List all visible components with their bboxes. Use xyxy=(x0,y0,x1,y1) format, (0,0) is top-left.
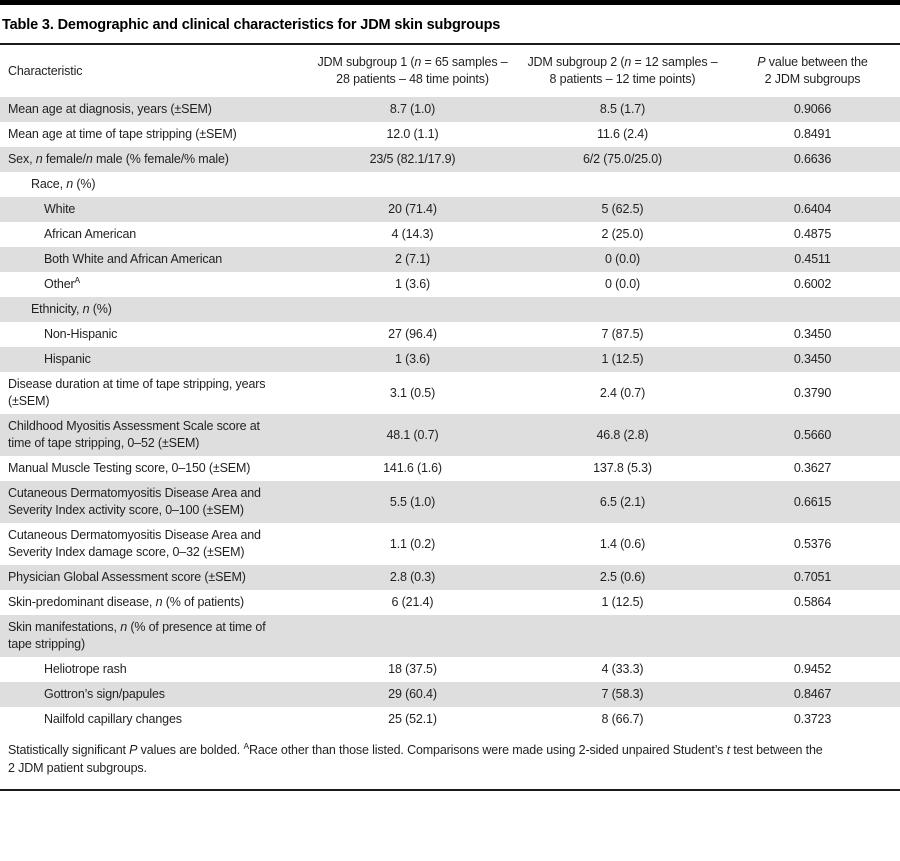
table-body xyxy=(0,97,900,732)
cell-value: 48.1 (0.7) xyxy=(386,427,439,442)
cell-value: 11.6 (2.4) xyxy=(596,127,649,141)
cell-value: 1 (3.6) xyxy=(394,352,431,366)
table-row xyxy=(0,456,900,481)
cell-value: 0 (0.0) xyxy=(604,277,641,291)
column-header-subgroup-2: JDM subgroup 2 (n = 12 samples – 8 patients – 12 time points) xyxy=(527,55,718,86)
bottom-rule xyxy=(0,789,900,791)
cell-value: 1 (12.5) xyxy=(601,352,644,366)
column-header-characteristic: Characteristic xyxy=(8,63,83,78)
cell-value: 1 (3.6) xyxy=(394,277,431,291)
table-row xyxy=(0,414,900,456)
row-label: Heliotrope rash xyxy=(44,662,127,676)
table-row xyxy=(0,122,900,147)
cell-value: 1 (12.5) xyxy=(601,595,644,609)
cell-value: 1.1 (0.2) xyxy=(389,536,436,551)
cell-value: 0.8467 xyxy=(793,687,832,701)
row-label: White xyxy=(44,202,76,216)
cell-value: 2.4 (0.7) xyxy=(599,385,646,400)
cell-value: 8.5 (1.7) xyxy=(599,102,646,116)
cell-value: 8.7 (1.0) xyxy=(389,102,436,116)
row-label: Non-Hispanic xyxy=(44,327,118,341)
cell-value: 0.6404 xyxy=(793,202,832,216)
cell-value: 6/2 (75.0/25.0) xyxy=(582,152,663,166)
row-label: Skin manifestations, n (% of presence at time of tape stripping) xyxy=(8,620,266,651)
row-label: Sex, n female/n male (% female/% male) xyxy=(8,152,229,166)
table-row xyxy=(0,247,900,272)
row-label: Other$^A$ xyxy=(44,274,81,291)
row-label: Mean age at time of tape stripping (±SEM) xyxy=(8,127,237,141)
cell-value: 0.6615 xyxy=(793,494,832,509)
row-label: Hispanic xyxy=(44,352,91,366)
row-label: Both White and African American xyxy=(44,252,223,266)
cell-value: 46.8 (2.8) xyxy=(596,427,649,442)
table-row xyxy=(0,347,900,372)
cell-value: 0.3450 xyxy=(793,327,832,341)
cell-value: 2 (25.0) xyxy=(601,227,644,241)
cell-value: 137.8 (5.3) xyxy=(593,461,652,475)
table-header-row xyxy=(0,45,900,97)
cell-value: 5.5 (1.0) xyxy=(389,494,436,509)
table-row xyxy=(0,565,900,590)
cell-value: 0.8491 xyxy=(793,127,832,141)
table-row xyxy=(0,222,900,247)
cell-value: 2.8 (0.3) xyxy=(389,570,436,584)
table-row xyxy=(0,322,900,347)
table-row xyxy=(0,372,900,414)
table-row xyxy=(0,297,900,322)
row-label: Manual Muscle Testing score, 0–150 (±SEM) xyxy=(8,461,251,475)
row-label: Physician Global Assessment score (±SEM) xyxy=(8,570,246,584)
row-label: African American xyxy=(44,227,137,241)
table-footnote: Statistically significant P values are bolded. $^A$Race other than those listed. Comparisons were made using 2-sided unpaired Student’s t test between the 2 JDM patient subgroups. xyxy=(8,740,823,775)
cell-value: 0.9066 xyxy=(793,102,832,116)
cell-value: 1.4 (0.6) xyxy=(599,536,646,551)
cell-value: 0.5376 xyxy=(793,536,832,551)
cell-value: 5 (62.5) xyxy=(601,202,644,216)
cell-value: 20 (71.4) xyxy=(388,202,437,216)
table-row xyxy=(0,657,900,682)
cell-value: 2.5 (0.6) xyxy=(599,570,646,584)
row-label: Skin-predominant disease, n (% of patients) xyxy=(8,595,245,609)
row-label: Cutaneous Dermatomyositis Disease Area and Severity Index damage score, 0–32 (±SEM) xyxy=(8,528,261,559)
table-row xyxy=(0,172,900,197)
cell-value: 0.3790 xyxy=(793,385,832,400)
cell-value: 7 (87.5) xyxy=(601,327,644,341)
table-row xyxy=(0,197,900,222)
cell-value: 6.5 (2.1) xyxy=(599,494,646,509)
cell-value: 0.5864 xyxy=(793,595,832,609)
cell-value: 0.3450 xyxy=(793,352,832,366)
cell-value: 25 (52.1) xyxy=(388,712,437,726)
table xyxy=(0,45,900,732)
row-label: Cutaneous Dermatomyositis Disease Area and Severity Index activity score, 0–100 (±SEM) xyxy=(8,486,261,517)
table-row xyxy=(0,481,900,523)
cell-value: 12.0 (1.1) xyxy=(386,127,439,141)
cell-value: 23/5 (82.1/17.9) xyxy=(369,152,456,166)
cell-value: 0.7051 xyxy=(793,570,832,584)
table-title: Table 3. Demographic and clinical characteristics for JDM skin subgroups xyxy=(2,17,501,33)
cell-value: 7 (58.3) xyxy=(601,687,644,701)
row-label: Childhood Myositis Assessment Scale score at time of tape stripping, 0–52 (±SEM) xyxy=(8,419,260,450)
row-label: Race, n (%) xyxy=(31,177,96,191)
cell-value: 0.4511 xyxy=(794,252,831,266)
cell-value: 27 (96.4) xyxy=(388,327,437,341)
cell-value: 4 (33.3) xyxy=(601,662,644,676)
cell-value: 0.6002 xyxy=(793,277,832,291)
cell-value: 4 (14.3) xyxy=(391,227,434,241)
table-row xyxy=(0,590,900,615)
table-row xyxy=(0,272,900,297)
cell-value: 29 (60.4) xyxy=(388,687,437,701)
cell-value: 8 (66.7) xyxy=(601,712,644,726)
table-row xyxy=(0,523,900,565)
row-label: Gottron’s sign/papules xyxy=(44,687,165,701)
table-row xyxy=(0,682,900,707)
cell-value: 0.3627 xyxy=(793,461,832,475)
cell-value: 0.3723 xyxy=(793,712,832,726)
cell-value: 0.5660 xyxy=(793,427,832,442)
cell-value: 18 (37.5) xyxy=(388,662,437,676)
cell-value: 0.4875 xyxy=(793,227,832,241)
table-row xyxy=(0,615,900,657)
table-row xyxy=(0,97,900,122)
cell-value: 0.9452 xyxy=(793,662,832,676)
cell-value: 3.1 (0.5) xyxy=(389,385,436,400)
cell-value: 2 (7.1) xyxy=(394,252,431,266)
cell-value: 6 (21.4) xyxy=(391,595,434,609)
row-label: Ethnicity, n (%) xyxy=(31,302,112,316)
row-label: Disease duration at time of tape stripping, years (±SEM) xyxy=(8,377,266,408)
row-label: Mean age at diagnosis, years (±SEM) xyxy=(8,102,212,116)
table-row xyxy=(0,147,900,172)
column-header-subgroup-1: JDM subgroup 1 (n = 65 samples – 28 patients – 48 time points) xyxy=(317,55,508,86)
column-header-p-value: P value between the 2 JDM subgroups xyxy=(757,55,868,86)
cell-value: 0 (0.0) xyxy=(604,252,641,266)
cell-value: 141.6 (1.6) xyxy=(383,461,442,475)
table-row xyxy=(0,707,900,732)
row-label: Nailfold capillary changes xyxy=(44,712,182,726)
cell-value: 0.6636 xyxy=(793,152,832,166)
